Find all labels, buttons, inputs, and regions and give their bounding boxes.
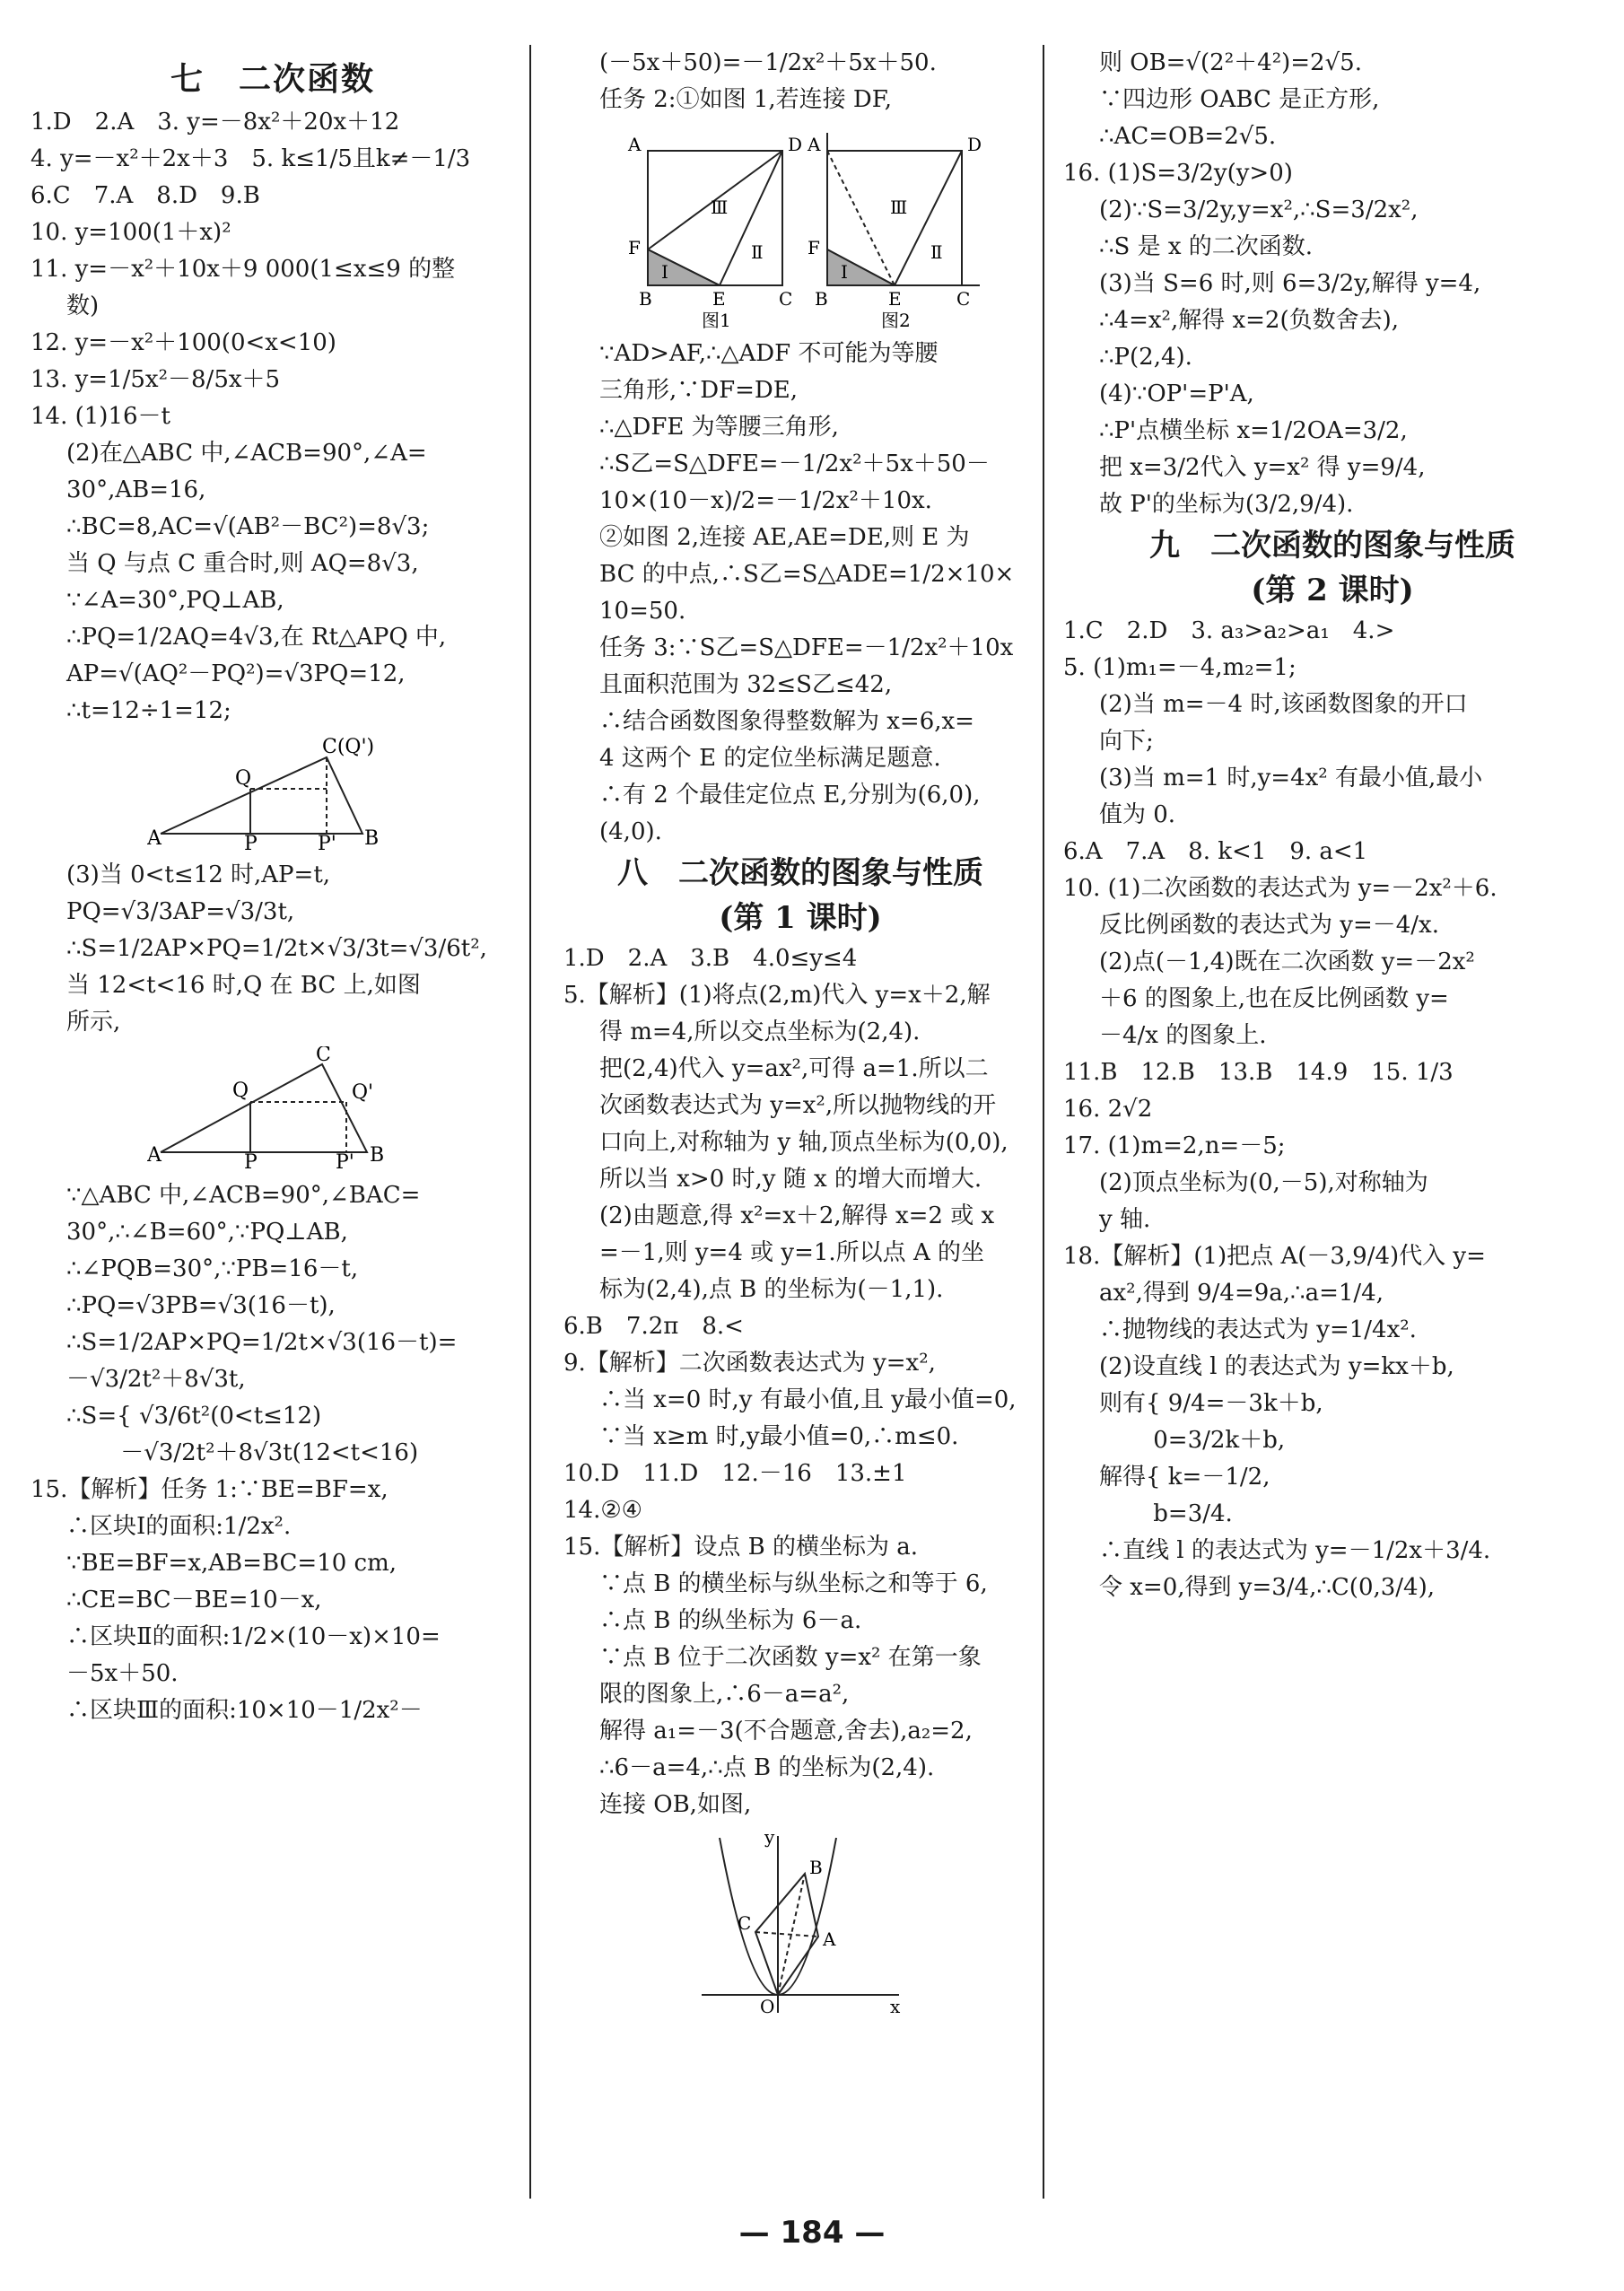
answer-line: 且面积范围为 32≤S乙≤42, xyxy=(599,671,893,698)
answer-line: 1.D 2.A 3.B 4.0≤y≤4 xyxy=(563,945,858,972)
answer-line: 10. y=100(1＋x)² xyxy=(31,219,231,246)
fig2-label-Q2: Q' xyxy=(352,1081,374,1104)
answer-line: ∵四边形 OABC 是正方形, xyxy=(1099,86,1380,113)
answer-line: (2)点(－1,4)既在二次函数 y=－2x² xyxy=(1099,949,1475,975)
answer-line: =－1,则 y=4 或 y=1.所以点 A 的坐 xyxy=(599,1239,984,1266)
sq1-label-C: C xyxy=(779,288,793,310)
answer-line: 5. (1)m₁=－4,m₂=1; xyxy=(1063,654,1297,681)
sq2-label-C: C xyxy=(956,288,971,310)
answer-line: ∵△ABC 中,∠ACB=90°,∠BAC= xyxy=(66,1182,421,1209)
answer-line: 30°,∴∠B=60°,∵PQ⊥AB, xyxy=(66,1219,348,1246)
column-3 xyxy=(1063,45,1602,1606)
answer-line: (2)由题意,得 x²=x＋2,解得 x=2 或 x xyxy=(599,1202,995,1229)
answer-line: －5x＋50. xyxy=(66,1660,179,1687)
answer-line: 16. 2√2 xyxy=(1063,1096,1153,1123)
answer-line: 限的图象上,∴6－a=a², xyxy=(599,1681,850,1708)
answer-line: ∴S乙=S△DFE=－1/2x²＋5x＋50－ xyxy=(599,450,990,477)
answer-line: 任务 2:①如图 1,若连接 DF, xyxy=(599,86,893,113)
answer-line: 5.【解析】(1)将点(2,m)代入 y=x＋2,解 xyxy=(563,982,991,1009)
triangle-figure-2 xyxy=(147,1046,398,1172)
answer-line: 则 OB=√(2²＋4²)=2√5. xyxy=(1099,49,1362,76)
section-title-7: 七 二次函数 xyxy=(170,60,375,98)
column-1 xyxy=(31,54,515,1729)
answer-line: 1.C 2.D 3. a₃>a₂>a₁ 4.> xyxy=(1063,617,1395,644)
answer-line: 15.【解析】设点 B 的横坐标为 a. xyxy=(563,1534,919,1561)
answer-line: 10. (1)二次函数的表达式为 y=－2x²＋6. xyxy=(1063,875,1497,902)
answer-line: (3)当 m=1 时,y=4x² 有最小值,最小 xyxy=(1099,765,1483,791)
answer-line: ∵点 B 位于二次函数 y=x² 在第一象 xyxy=(599,1644,982,1671)
answer-line: 6.C 7.A 8.D 9.B xyxy=(31,182,260,209)
answer-line: －√3/2t²＋8√3t, xyxy=(66,1366,246,1393)
answer-line: 0=3/2k＋b, xyxy=(1099,1427,1286,1454)
sq1-label-D: D xyxy=(788,134,803,155)
fig1-label-P2: P' xyxy=(318,833,336,852)
answer-line: ∴PQ=1/2AQ=4√3,在 Rt△APQ 中, xyxy=(66,624,447,651)
answer-line: ∴结合函数图象得整数解为 x=6,x= xyxy=(599,708,974,735)
fig1-label-B: B xyxy=(364,827,380,850)
answer-line: 向下; xyxy=(1099,728,1154,755)
answer-line: 15.【解析】任务 1:∵BE=BF=x, xyxy=(31,1476,389,1503)
answer-line: AP=√(AQ²－PQ²)=√3PQ=12, xyxy=(66,660,406,687)
sq2-label-D: D xyxy=(967,134,982,155)
section-title-9: 九 二次函数的图象与性质 xyxy=(1149,528,1515,564)
sq2-region-3: Ⅲ xyxy=(890,197,908,218)
answer-line: 10=50. xyxy=(599,598,686,625)
answer-line: 11. y=－x²＋10x＋9 000(1≤x≤9 的整 xyxy=(31,256,456,283)
answer-line: 任务 3:∵S乙=S△DFE=－1/2x²＋10x xyxy=(599,634,1014,661)
answer-line: (2)当 m=－4 时,该函数图象的开口 xyxy=(1099,691,1468,718)
answer-line: ∵∠A=30°,PQ⊥AB, xyxy=(66,587,284,614)
answer-line: ∵AD>AF,∴△ADF 不可能为等腰 xyxy=(599,340,939,367)
answer-line: ∴S=1/2AP×PQ=1/2t×√3(16－t)= xyxy=(66,1329,458,1356)
section-title-8: 八 二次函数的图象与性质 xyxy=(617,855,983,891)
answer-line: 口向上,对称轴为 y 轴,顶点坐标为(0,0), xyxy=(599,1129,1008,1156)
sq2-label-F: F xyxy=(808,237,820,258)
answer-line: ∴S={ √3/6t²(0<t≤12) xyxy=(66,1403,322,1430)
answer-line: 标为(2,4),点 B 的坐标为(－1,1). xyxy=(599,1276,944,1303)
answer-line: (3)当 0<t≤12 时,AP=t, xyxy=(66,861,331,888)
fig2-label-P2: P' xyxy=(336,1151,354,1172)
sq2-label-E: E xyxy=(888,288,902,310)
answer-line: (2)顶点坐标为(0,－5),对称轴为 xyxy=(1099,1169,1428,1196)
answer-line: 当 12<t<16 时,Q 在 BC 上,如图 xyxy=(66,972,421,999)
answer-line: ∴t=12÷1=12; xyxy=(66,697,231,724)
answer-line: ∴PQ=√3PB=√3(16－t), xyxy=(66,1292,336,1319)
answer-line: 数) xyxy=(66,293,100,319)
answer-line: ∴S=1/2AP×PQ=1/2t×√3/3t=√3/6t², xyxy=(66,935,487,962)
parabola-figure xyxy=(693,1829,908,2017)
answer-line: (2)在△ABC 中,∠ACB=90°,∠A= xyxy=(66,440,427,467)
answer-line: 则有{ 9/4=－3k＋b, xyxy=(1099,1390,1323,1417)
sq1-caption: 图1 xyxy=(702,310,731,330)
parabola-label-O: O xyxy=(760,1996,775,2017)
sq2-label-A: A xyxy=(808,134,821,155)
parabola-label-B: B xyxy=(809,1857,823,1878)
parabola-label-y: y xyxy=(764,1829,775,1848)
triangle-figure-1 xyxy=(147,735,398,852)
answer-line: 当 Q 与点 C 重合时,则 AQ=8√3, xyxy=(66,550,419,577)
answer-line: 解得 a₁=－3(不合题意,舍去),a₂=2, xyxy=(599,1718,973,1744)
answer-line: 所示, xyxy=(66,1009,121,1036)
answer-line: 10×(10－x)/2=－1/2x²＋10x. xyxy=(599,487,932,514)
answer-line: 连接 OB,如图, xyxy=(599,1791,752,1818)
answer-line: (2)设直线 l 的表达式为 y=kx＋b, xyxy=(1099,1353,1454,1380)
answer-line: ∴点 B 的纵坐标为 6－a. xyxy=(599,1607,862,1634)
answer-line: ∴P(2,4). xyxy=(1099,344,1192,371)
answer-line: ∴有 2 个最佳定位点 E,分别为(6,0), xyxy=(599,782,981,809)
answer-line: 12. y=－x²＋100(0<x<10) xyxy=(31,329,336,356)
answer-line: 6.A 7.A 8. k<1 9. a<1 xyxy=(1063,838,1368,865)
answer-line: ∴6－a=4,∴点 B 的坐标为(2,4). xyxy=(599,1754,935,1781)
answer-line: (4,0). xyxy=(599,818,662,845)
answer-line: 令 x=0,得到 y=3/4,∴C(0,3/4), xyxy=(1099,1574,1436,1601)
answer-line: 30°,AB=16, xyxy=(66,477,206,503)
section-subtitle-9: (第 2 课时) xyxy=(1251,573,1414,608)
fig2-label-C: C xyxy=(316,1046,331,1066)
section-subtitle-8: (第 1 课时) xyxy=(719,900,882,936)
fig1-label-Q: Q xyxy=(235,767,252,790)
answer-line: 14. (1)16－t xyxy=(31,403,170,430)
fig1-label-P: P xyxy=(244,833,258,852)
answer-line: 16. (1)S=3/2y(y>0) xyxy=(1063,160,1293,187)
fig2-label-P: P xyxy=(244,1151,258,1172)
answer-line: 17. (1)m=2,n=－5; xyxy=(1063,1132,1286,1159)
fig2-label-B: B xyxy=(370,1144,385,1167)
answer-line: (－5x＋50)=－1/2x²＋5x＋50. xyxy=(599,49,937,76)
answer-line: PQ=√3/3AP=√3/3t, xyxy=(66,898,295,925)
answer-line: ∴BC=8,AC=√(AB²－BC²)=8√3; xyxy=(66,513,430,540)
answer-line: 14.②④ xyxy=(563,1497,642,1524)
answer-line: ∴P'点横坐标 x=1/2OA=3/2, xyxy=(1099,417,1408,444)
answer-line: ∴区块Ⅰ的面积:1/2x². xyxy=(66,1513,292,1540)
answer-line: ∴当 x=0 时,y 有最小值,且 y最小值=0, xyxy=(599,1386,1017,1413)
answer-line: 得 m=4,所以交点坐标为(2,4). xyxy=(599,1019,921,1045)
answer-line: (4)∵OP'=P'A, xyxy=(1099,380,1254,407)
sq1-label-A: A xyxy=(628,134,642,155)
column-2 xyxy=(563,45,1037,2023)
answer-line: 4. y=－x²＋2x＋3 5. k≤1/5且k≠－1/3 xyxy=(31,145,471,172)
answer-line: ②如图 2,连接 AE,AE=DE,则 E 为 xyxy=(599,524,970,551)
fig1-label-C: C(Q') xyxy=(322,736,375,758)
parabola-label-x: x xyxy=(890,1996,901,2017)
answer-line: 故 P'的坐标为(3/2,9/4). xyxy=(1099,491,1354,518)
fig2-label-Q: Q xyxy=(232,1080,249,1102)
parabola-label-A: A xyxy=(823,1928,836,1950)
answer-line: ∴区块Ⅱ的面积:1/2×(10－x)×10= xyxy=(66,1623,441,1650)
answer-line: ∵点 B 的横坐标与纵坐标之和等于 6, xyxy=(599,1570,988,1597)
answer-line: 10.D 11.D 12.－16 13.±1 xyxy=(563,1460,907,1487)
answer-line: ∵当 x≥m 时,y最小值=0,∴m≤0. xyxy=(599,1423,959,1450)
answer-line: ＋6 的图象上,也在反比例函数 y= xyxy=(1099,985,1449,1012)
sq2-region-1: Ⅰ xyxy=(841,261,848,283)
sq2-label-B: B xyxy=(815,288,828,310)
answer-line: 把(2,4)代入 y=ax²,可得 a=1.所以二 xyxy=(599,1055,989,1082)
sq1-region-2: Ⅱ xyxy=(751,241,764,263)
answer-line: ∴区块Ⅲ的面积:10×10－1/2x²－ xyxy=(66,1697,423,1724)
answer-line: ∴∠PQB=30°,∵PB=16－t, xyxy=(66,1255,359,1282)
parabola-label-C: C xyxy=(738,1912,752,1934)
answer-line: 1.D 2.A 3. y=－8x²＋20x＋12 xyxy=(31,109,400,136)
answer-line: 11.B 12.B 13.B 14.9 15. 1/3 xyxy=(1063,1059,1454,1086)
answer-line: 4 这两个 E 的定位坐标满足题意. xyxy=(599,745,941,772)
answer-line: 把 x=3/2代入 y=x² 得 y=9/4, xyxy=(1099,454,1426,481)
answer-line: ∴抛物线的表达式为 y=1/4x². xyxy=(1099,1316,1417,1343)
answer-line: ∴S 是 x 的二次函数. xyxy=(1099,233,1314,260)
page-number: — 184 — xyxy=(738,2215,886,2251)
answer-line: BC 的中点,∴S乙=S△ADE=1/2×10× xyxy=(599,561,1015,588)
answer-line: －4/x 的图象上. xyxy=(1099,1022,1267,1049)
answer-line: 18.【解析】(1)把点 A(－3,9/4)代入 y= xyxy=(1063,1243,1486,1270)
answer-line: b=3/4. xyxy=(1099,1500,1233,1527)
sq1-label-B: B xyxy=(639,288,652,310)
answer-line: 6.B 7.2π 8.< xyxy=(563,1313,744,1340)
answer-line: 13. y=1/5x²－8/5x＋5 xyxy=(31,366,281,393)
answer-line: 次函数表达式为 y=x²,所以抛物线的开 xyxy=(599,1092,997,1119)
square-figures xyxy=(612,124,989,330)
answer-line: ∴4=x²,解得 x=2(负数舍去), xyxy=(1099,307,1400,334)
answer-line: 所以当 x>0 时,y 随 x 的增大而增大. xyxy=(599,1166,982,1193)
answer-line: ∴CE=BC－BE=10－x, xyxy=(66,1587,322,1613)
answer-line: 反比例函数的表达式为 y=－4/x. xyxy=(1099,912,1439,939)
answer-line: 值为 0. xyxy=(1099,801,1176,828)
answer-line: 三角形,∵DF=DE, xyxy=(599,377,799,404)
sq2-caption: 图2 xyxy=(881,310,911,330)
answer-line: ∵BE=BF=x,AB=BC=10 cm, xyxy=(66,1550,397,1577)
answer-line: ∴直线 l 的表达式为 y=－1/2x＋3/4. xyxy=(1099,1537,1491,1564)
column-divider-1 xyxy=(529,45,531,2199)
answer-line: 解得{ k=－1/2, xyxy=(1099,1464,1270,1491)
answer-line: ∴AC=OB=2√5. xyxy=(1099,123,1277,150)
answer-line: ∴△DFE 为等腰三角形, xyxy=(599,414,839,441)
answer-line: 9.【解析】二次函数表达式为 y=x², xyxy=(563,1350,936,1377)
sq1-region-3: Ⅲ xyxy=(711,197,729,218)
sq1-region-1: Ⅰ xyxy=(661,261,668,283)
answer-line: (2)∵S=3/2y,y=x²,∴S=3/2x², xyxy=(1099,197,1419,223)
fig1-label-A: A xyxy=(147,827,162,850)
answer-line: ax²,得到 9/4=9a,∴a=1/4, xyxy=(1099,1280,1384,1307)
answer-line: y 轴. xyxy=(1099,1206,1151,1233)
sq1-label-F: F xyxy=(628,237,641,258)
fig2-label-A: A xyxy=(147,1144,162,1167)
answer-line: －√3/2t²＋8√3t(12<t<16) xyxy=(66,1439,419,1466)
sq2-region-2: Ⅱ xyxy=(930,241,943,263)
answer-line: (3)当 S=6 时,则 6=3/2y,解得 y=4, xyxy=(1099,270,1481,297)
column-divider-2 xyxy=(1043,45,1044,2199)
sq1-label-E: E xyxy=(712,288,726,310)
